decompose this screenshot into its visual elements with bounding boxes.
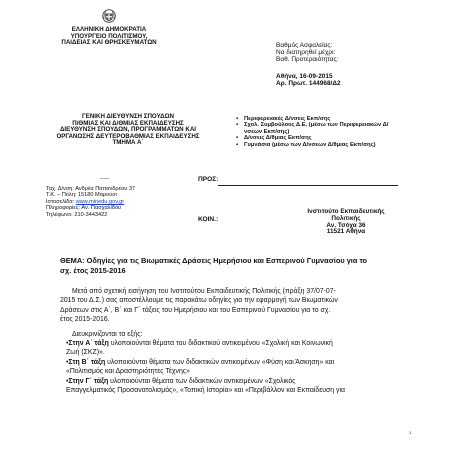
website-link[interactable]: www.minedu.gov.gr [75, 198, 125, 205]
grade-c-text: υλοποιούνται θέματα των διδακτικών αντικειμένων «Σχολικός [108, 378, 296, 385]
paragraph-line: 2015 του Δ.Σ.) σας αποστέλλουμε τις παρακάτω οδηγίες για την εφαρμογή των Βιωματικών [60, 297, 338, 305]
recipient-item: ▪ Γυμνάσια (μέσω των Δ/νσεων Δ/θμιας Εκπ/σης) [244, 142, 398, 148]
intro-line: Διευκρινίζονται τα εξής: [72, 331, 143, 338]
header-line-2: ΥΠΟΥΡΓΕΙΟ ΠΟΛΙΤΙΣΜΟΥ, [70, 32, 148, 40]
koin-line-3: Αν. Τσόχα 36 [326, 221, 366, 229]
bullet-icon: • [66, 359, 69, 366]
grade-b-text-2: «Πολιτισμός και Δραστηριότητες Τέχνης» [66, 368, 190, 376]
recipient-item: ▪ Περιφερειακές Δ/νσεις Εκπ/σης [244, 116, 398, 122]
separator-dash: ----- [100, 176, 110, 182]
greek-emblem-icon [102, 9, 116, 23]
contact-info: Πληροφορίες: Αν. Πασχαλίδου [46, 205, 121, 212]
koin-line-2: Πολιτικής [331, 214, 361, 222]
grade-a-text-2: Ζωή (ΣΚΖ)». [66, 349, 105, 357]
paragraph-line: Μετά από σχετική εισήγηση του Ινστιτούτου Εκπαιδευτικής Πολιτικής (πράξη 37/07-07- [72, 288, 336, 295]
date-protocol [276, 73, 341, 87]
bullet-icon: • [66, 378, 69, 385]
pros-underline [218, 185, 398, 186]
subject [60, 256, 367, 275]
subject-line-2: σχ. έτος 2015-2016 [60, 265, 126, 275]
header-line-1: ΕΛΛΗΝΙΚΗ ΔΗΜΟΚΡΑΤΙΑ [71, 26, 147, 33]
paragraph-line: έτος 2015-2016. [60, 316, 110, 324]
subject-line-1: ΘΕΜΑ: Οδηγίες για τις Βιωματικές Δράσεις Ημερήσιου και Εσπερινού Γυμνασίου για το [60, 256, 368, 265]
department-line-1: ΓΕΝΙΚΗ ΔΙΕΥΘΥΝΣΗ ΣΠΟΥΔΩΝ [81, 113, 175, 120]
recipients-list [236, 116, 398, 161]
item-grade-c [66, 377, 345, 396]
paragraph-line: Δράσεων στις Α΄, Β΄ και Γ΄ τάξεις του Ημερήσιου και του Εσπερινού Γυμνασίου για το σχ. [60, 306, 331, 314]
recipient-item: ▪ Δ/νσεις Δ/θμιας Εκπ/σης [244, 135, 398, 141]
department-header [38, 114, 218, 147]
koin-line-1: Ινστιτούτο Εκπαιδευτικής [307, 208, 385, 215]
koin-line-4: 11521 Αθήνα [326, 228, 366, 236]
contact-block [46, 186, 135, 218]
koin-recipient [286, 209, 406, 236]
website-label: Ιστοσελίδα: [46, 198, 75, 205]
item-grade-b [66, 358, 334, 377]
protocol-number: Αρ. Πρωτ. 144968/Δ2 [276, 80, 341, 88]
contact-phone: Τηλέφωνο: 210-3443422 [46, 211, 108, 218]
department-line-5: ΤΜΗΜΑ Α΄ [112, 139, 144, 147]
grade-c-text-2: Επαγγελματικός Προσανατολισμός», «Τοπική Ιστορία» και «Περιβάλλον και Εκπαίδευση για [66, 387, 345, 395]
koin-label: ΚΟΙΝ.: [198, 216, 219, 223]
security-level-label: Βαθμός Ασφαλείας: [276, 42, 333, 49]
body-text [60, 287, 338, 325]
department-line-3: ΔΙΕΥΘΥΝΣΗ ΣΠΟΥΔΩΝ, ΠΡΟΓΡΑΜΜΑΤΩΝ ΚΑΙ [59, 126, 197, 134]
grade-a-text: υλοποιούνται θέματα του διδακτικού αντικειμένου «Σχολική και Κοινωνική [108, 340, 333, 347]
ministry-header [40, 27, 178, 47]
contact-postal: Τ.Κ. – Πόλη: 15180 Μαρούσι [46, 192, 117, 199]
department-line-2: Π/ΘΜΙΑΣ ΚΑΙ Δ/ΘΜΙΑΣ ΕΚΠΑΙΔΕΥΣΗΣ [72, 119, 184, 127]
pros-label: ΠΡΟΣ: [198, 176, 219, 183]
contact-address: Ταχ. Δ/νση: Ανδρέα Παπανδρέου 37 [46, 186, 136, 192]
document-meta [276, 42, 338, 64]
bullet-icon: • [66, 340, 69, 347]
grade-c-label: Στην Γ΄ τάξη [68, 378, 109, 385]
item-grade-a [66, 339, 333, 358]
department-line-4: ΟΡΓΑΝΩΣΗΣ ΔΕΥΤΕΡΟΒΑΘΜΙΑΣ ΕΚΠΑΙΔΕΥΣΗΣ [56, 132, 200, 140]
page-number: 1 [409, 430, 412, 435]
grade-b-text: υλοποιούνται θέματα των διδακτικών αντικειμένων «Φύση και Άσκηση» και [105, 359, 335, 366]
place-date: Αθήνα, 16-09-2015 [276, 73, 333, 80]
retention-label: Να διατηρηθεί μέχρι: [276, 49, 336, 57]
grade-a-label: Στην Α΄ τάξη [68, 340, 109, 347]
recipient-item: ▪ Σχολ. Συμβούλους Δ.Ε. (μέσω των Περιφερειακών Δ/νσεων Εκπ/σης) [244, 122, 398, 135]
priority-label: Βαθ. Προτεραιότητας: [276, 56, 339, 64]
grade-b-label: Στη Β΄ τάξη [68, 359, 106, 366]
header-line-3: ΠΑΙΔΕΙΑΣ ΚΑΙ ΘΡΗΣΚΕΥΜΑΤΩΝ [61, 39, 157, 47]
